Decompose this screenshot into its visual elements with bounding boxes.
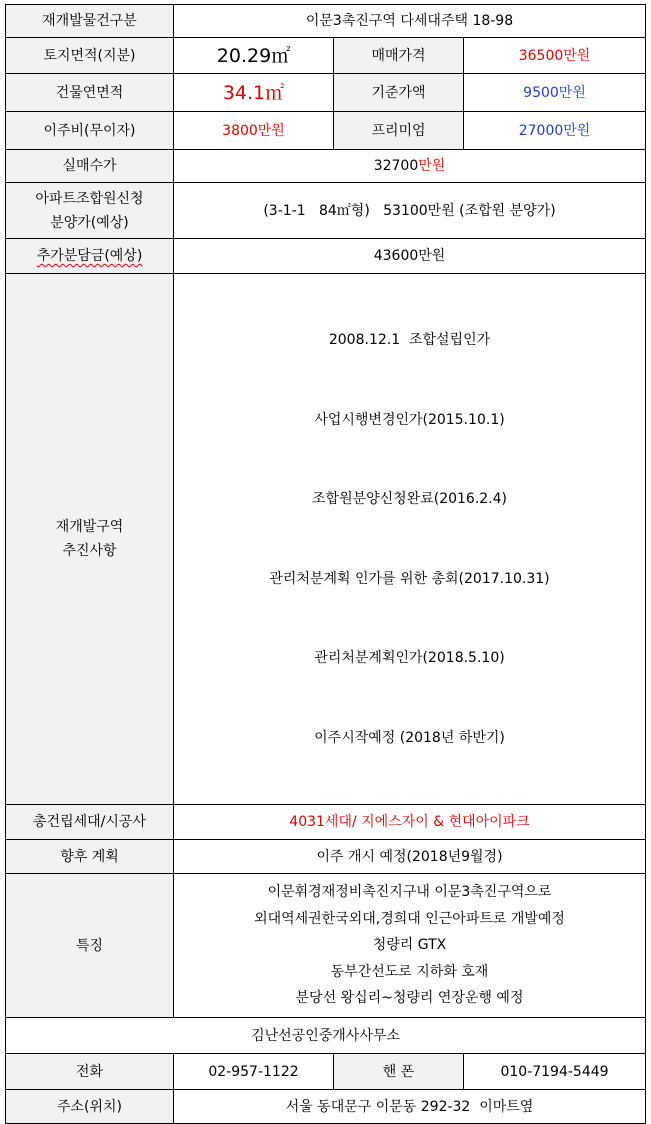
row-land-area bbox=[6, 38, 646, 74]
row-apt-member-price bbox=[6, 183, 646, 239]
premium-value: 27000만원 bbox=[464, 112, 646, 150]
row-relocation-cost bbox=[6, 112, 646, 150]
additional-payment-label bbox=[6, 239, 174, 274]
feature-item: 분당선 왕십리~청량리 연장운행 예정 bbox=[295, 990, 524, 1007]
row-building-area bbox=[6, 74, 646, 112]
row-redevelopment-area bbox=[6, 5, 646, 38]
feature-item: 청량리 GTX bbox=[372, 937, 447, 954]
phone-value: 02-957-1122 bbox=[174, 1054, 334, 1090]
apt-member-price-label-line2: 분양가(예상) bbox=[50, 214, 129, 231]
row-progress bbox=[6, 274, 646, 805]
mobile-label: 핸 폰 bbox=[334, 1054, 464, 1090]
base-price-label: 기준가액 bbox=[334, 74, 464, 112]
progress-item: 조합원분양신청완료(2016.2.4) bbox=[312, 491, 507, 507]
additional-payment-value: 43600만원 bbox=[174, 239, 646, 274]
progress-item: 2008.12.1 조합설립인가 bbox=[328, 332, 491, 348]
households-label: 총건립세대/시공사 bbox=[6, 805, 174, 840]
relocation-cost-value: 3800만원 bbox=[174, 112, 334, 150]
progress-item: 이주시작예정 (2018년 하반기) bbox=[314, 729, 505, 746]
redevelopment-area-label: 재개발물건구분 bbox=[6, 5, 174, 38]
apt-member-price-label-line1: 아파트조합원신청 bbox=[35, 190, 144, 207]
households-value: 4031세대/ 지에스자이 & 현대아이파크 bbox=[174, 805, 646, 840]
actual-purchase-unit: 만원 bbox=[418, 158, 446, 174]
progress-label bbox=[6, 274, 174, 805]
progress-label-line2: 추진사항 bbox=[62, 543, 117, 559]
row-contact bbox=[6, 1054, 646, 1090]
row-office bbox=[6, 1018, 646, 1054]
progress-item: 관리처분계획 인가를 위한 총회(2017.10.31) bbox=[269, 570, 550, 587]
progress-label-line1: 재개발구역 bbox=[55, 519, 124, 535]
row-actual-purchase bbox=[6, 150, 646, 183]
features-list bbox=[174, 874, 646, 1018]
actual-purchase-value bbox=[174, 150, 646, 183]
building-area-label: 건물연면적 bbox=[6, 74, 174, 112]
land-area-value: 20.29㎡ bbox=[174, 38, 334, 74]
row-address bbox=[6, 1090, 646, 1124]
additional-payment-label-text: 추가분담금(예상) bbox=[36, 248, 143, 264]
row-households bbox=[6, 805, 646, 840]
feature-item: 동부간선도로 지하화 호재 bbox=[330, 963, 489, 980]
premium-label: 프리미엄 bbox=[334, 112, 464, 150]
phone-label: 전화 bbox=[6, 1054, 174, 1090]
progress-list bbox=[174, 274, 646, 805]
progress-item: 관리처분계획인가(2018.5.10) bbox=[314, 650, 505, 666]
property-info-table bbox=[5, 4, 646, 1124]
progress-item: 사업시행변경인가(2015.10.1) bbox=[314, 411, 505, 428]
feature-item: 외대역세권한국외대,경희대 인근아파트로 개발예정 bbox=[254, 910, 565, 927]
redevelopment-area-value: 이문3촉진구역 다세대주택 18-98 bbox=[174, 5, 646, 38]
building-area-value: 34.1㎡ bbox=[174, 74, 334, 112]
actual-purchase-label: 실매수가 bbox=[6, 150, 174, 183]
land-area-label: 토지면적(지분) bbox=[6, 38, 174, 74]
office-name: 김난선공인중개사사무소 bbox=[6, 1018, 646, 1054]
row-additional-payment bbox=[6, 239, 646, 274]
sale-price-value: 36500만원 bbox=[464, 38, 646, 74]
future-plan-value: 이주 개시 예정(2018년9월경) bbox=[174, 840, 646, 874]
address-value: 서울 동대문구 이문동 292-32 이마트옆 bbox=[174, 1090, 646, 1124]
sale-price-label: 매매가격 bbox=[334, 38, 464, 74]
mobile-value: 010-7194-5449 bbox=[464, 1054, 646, 1090]
future-plan-label: 향후 계획 bbox=[6, 840, 174, 874]
row-future-plan bbox=[6, 840, 646, 874]
relocation-cost-label: 이주비(무이자) bbox=[6, 112, 174, 150]
features-label: 특징 bbox=[6, 874, 174, 1018]
feature-item: 이문휘경재정비촉진지구내 이문3촉진구역으로 bbox=[267, 884, 552, 901]
base-price-value: 9500만원 bbox=[464, 74, 646, 112]
address-label: 주소(위치) bbox=[6, 1090, 174, 1124]
row-features bbox=[6, 874, 646, 1018]
apt-member-price-value: (3-1-1 84㎡형) 53100만원 (조합원 분양가) bbox=[174, 183, 646, 239]
actual-purchase-amount: 32700 bbox=[373, 158, 419, 174]
apt-member-price-label bbox=[6, 183, 174, 239]
